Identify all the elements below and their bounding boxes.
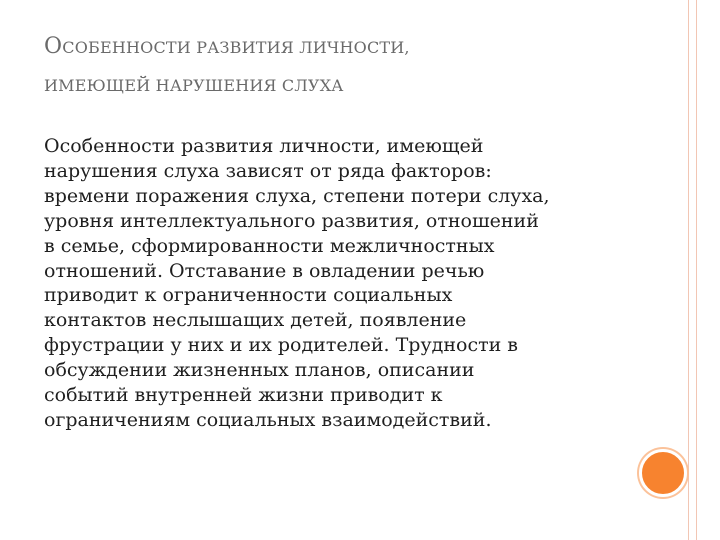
title-line-1-text: СОБЕННОСТИ РАЗВИТИЯ ЛИЧНОСТИ,	[62, 38, 410, 57]
title-line-2: ИМЕЮЩЕЙ НАРУШЕНИЯ СЛУХА	[44, 76, 344, 95]
orange-circle-icon	[639, 449, 687, 497]
slide-title	[44, 28, 664, 105]
decorative-rule-right	[696, 0, 697, 540]
decorative-rule-left	[688, 0, 689, 540]
title-line-1	[44, 28, 664, 67]
title-first-letter: О	[44, 34, 63, 59]
slide-body-text: Особенности развития личности, имеющей нарушения слуха зависят от ряда факторов: времени поражения слуха, степени потери слуха, уровня интеллектуального развития, отношений в семье, сформированности межличностных отношений. Отставание в овладении речью приводит к ограниченности социальных контактов неслышащих детей, появление фрустрации у них и их родителей. Трудности в обсуждении жизненных планов, описании событий внутренней жизни приводит к ограничениям социальных взаимодействий.	[44, 135, 550, 431]
